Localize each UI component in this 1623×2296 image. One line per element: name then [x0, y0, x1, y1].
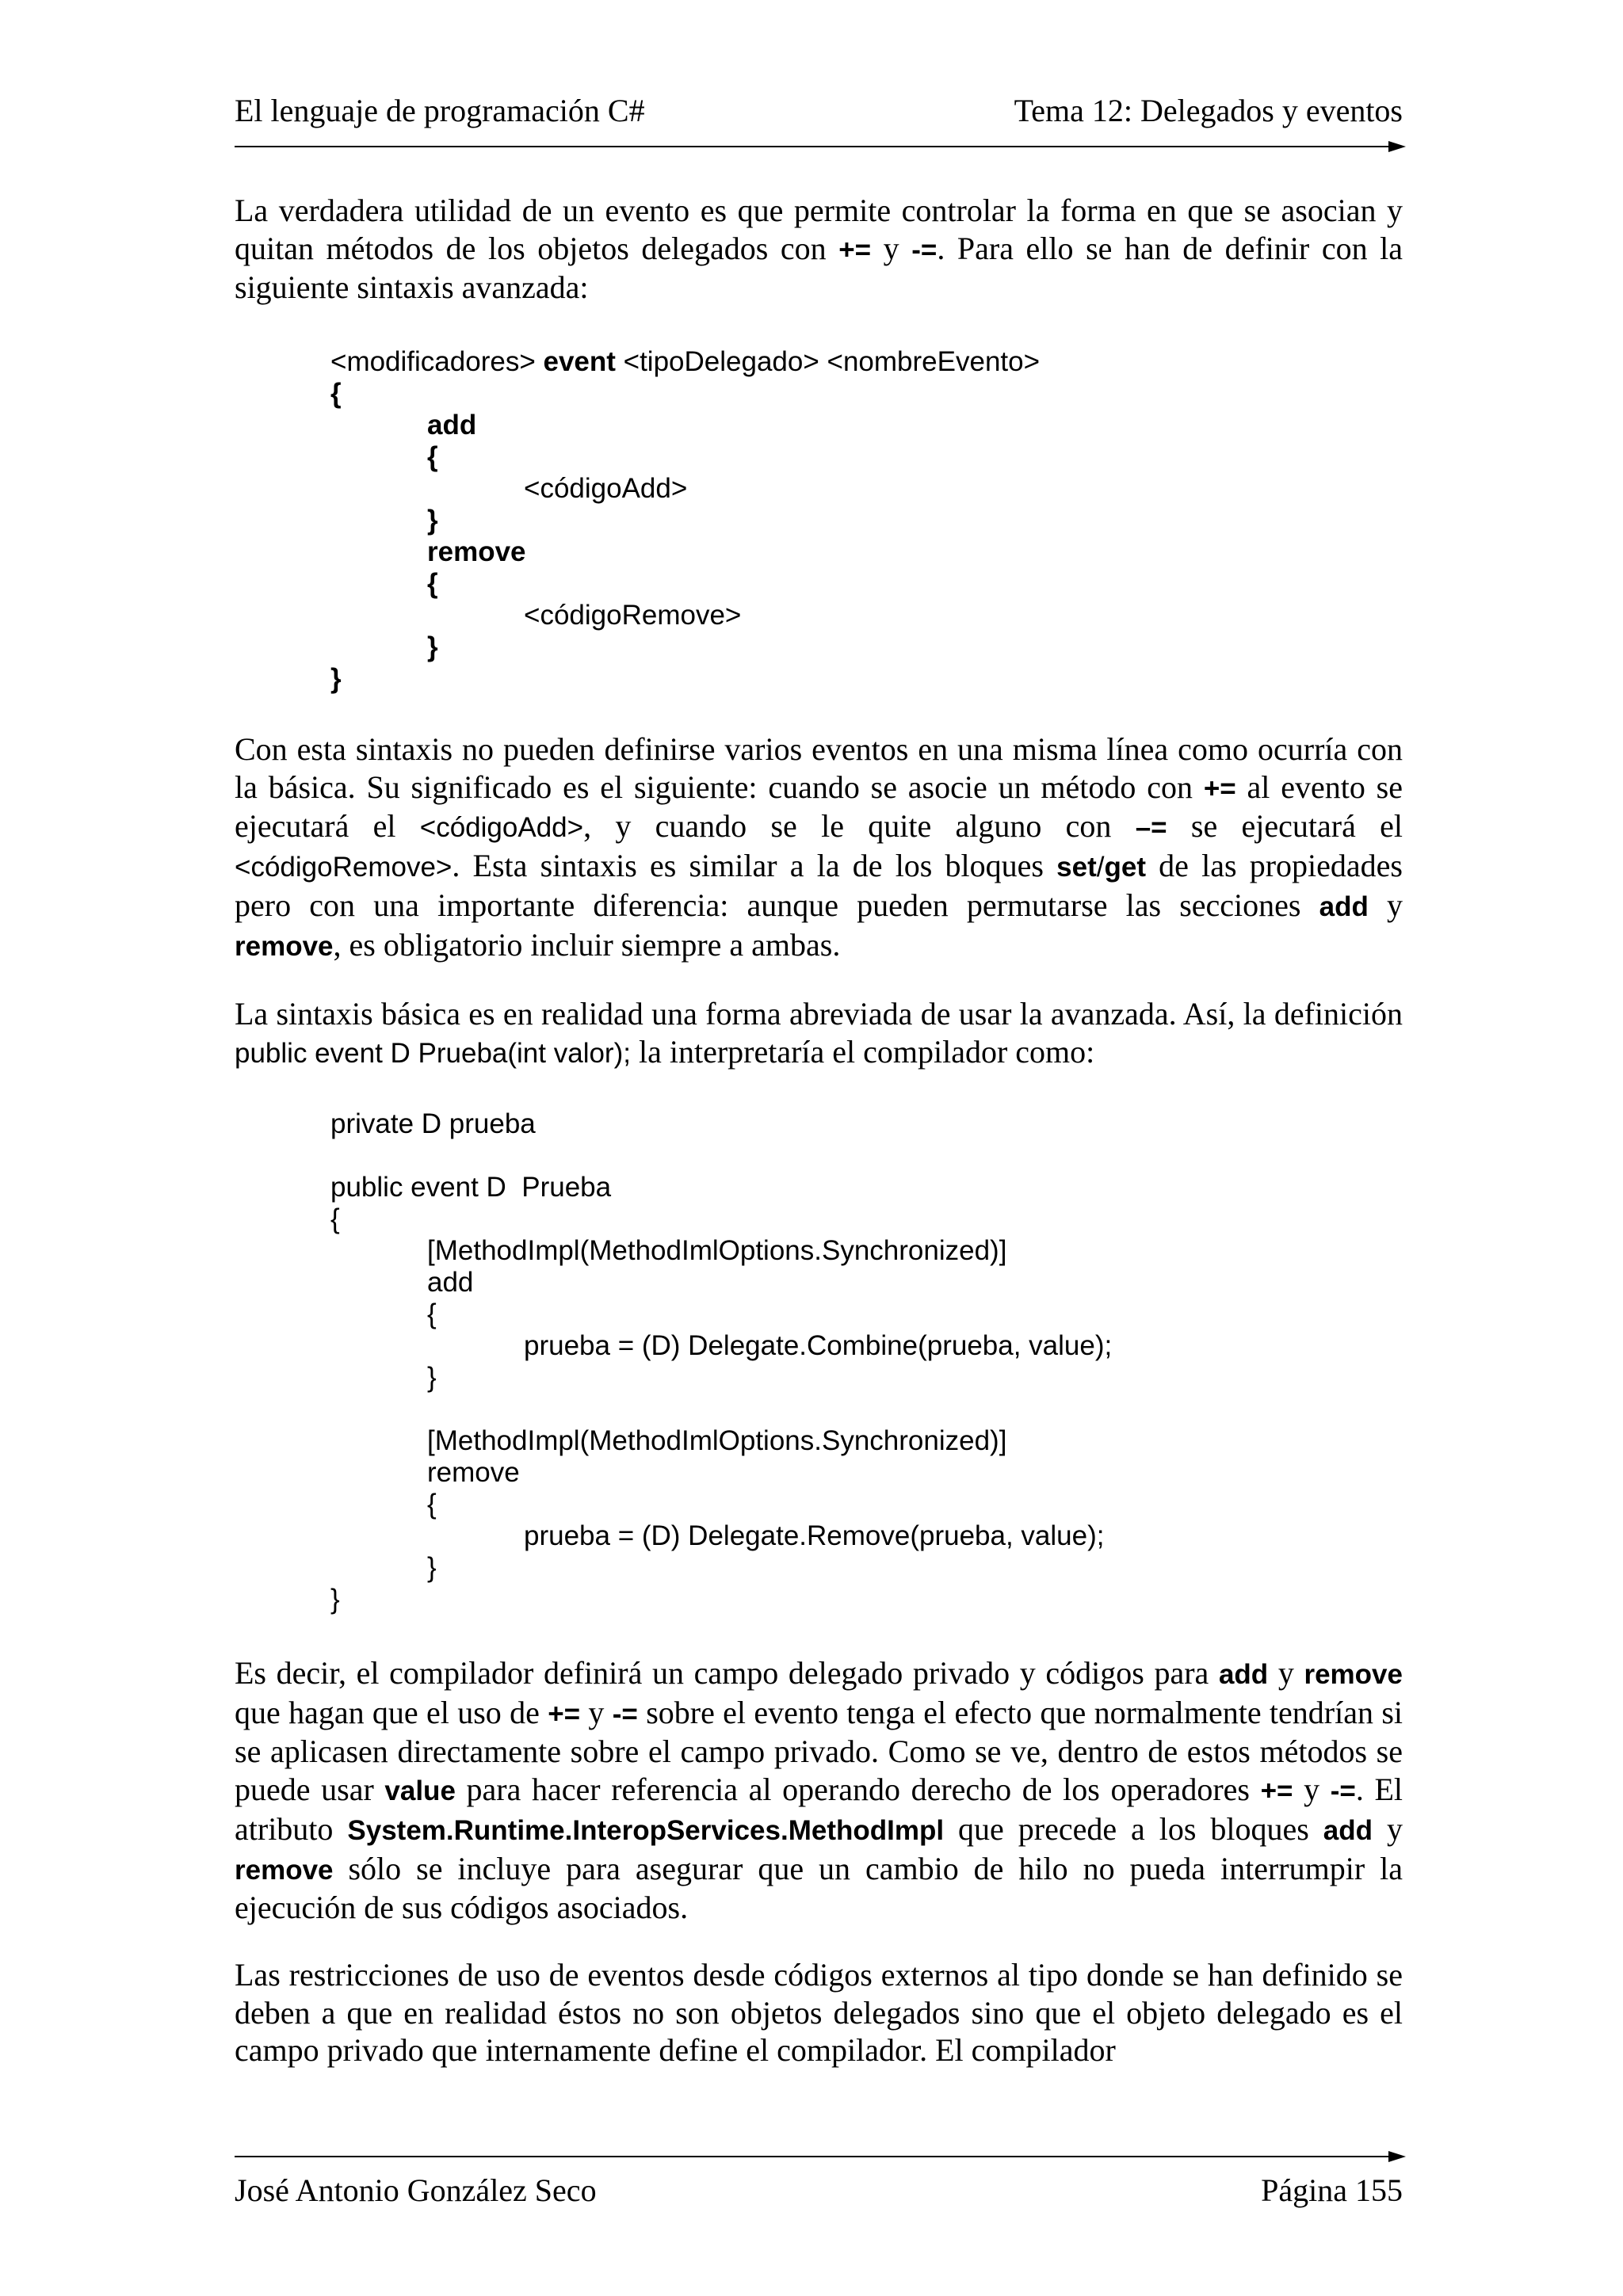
code-line: remove	[427, 1457, 520, 1488]
header-chapter-title: Tema 12: Delegados y eventos	[1014, 93, 1403, 128]
header-rule-arrow	[235, 139, 1406, 154]
paragraph-3: La sintaxis básica es en realidad una forma abreviada de usar la avanzada. Así, la definición public event D Prueba(int valor); la interpretaría el compilador como:	[235, 996, 1403, 1070]
code-line: }	[427, 631, 438, 662]
code-line: {	[330, 1203, 340, 1234]
code-line: {	[427, 1299, 437, 1329]
paragraph-2: Con esta sintaxis no pueden definirse varios eventos en una misma línea como ocurría con la básica. Su significado es el siguiente: cuando se asocie un método con += al evento se ejecutará el <códigoAdd>, y cuando se le quite alguno con –= se ejecutará el <códigoRemove>. Esta sintaxis es similar a la de los bloques set/get de las propiedades pero con una importante diferencia: aunque pueden permutarse las secciones add y remove, es obligatorio incluir siempre a ambas.	[235, 731, 1403, 963]
header-book-title: El lenguaje de programación C#	[235, 93, 645, 128]
page-header	[235, 93, 1403, 128]
code-line: }	[330, 663, 342, 694]
code-line: remove	[427, 536, 526, 567]
paragraph-5: Las restricciones de uso de eventos desde códigos externos al tipo donde se han definido se deben a que en realidad éstos no son objetos delegados sino que el objeto delegado es el campo privado que internamente define el compilador. El compilador	[235, 1957, 1403, 2069]
code-blank-line	[330, 1394, 1361, 1425]
footer-rule-arrow	[235, 2149, 1406, 2164]
code-line: add	[427, 1267, 474, 1298]
code-line: }	[427, 1552, 437, 1583]
code-line: {	[330, 378, 342, 409]
code-line: <códigoRemove>	[524, 600, 742, 631]
code-line: add	[427, 410, 477, 441]
footer-author: José Antonio González Seco	[235, 2172, 597, 2208]
page-footer	[235, 2173, 1403, 2208]
code-line: <modificadores> event <tipoDelegado> <nombreEvento>	[330, 346, 1041, 377]
paragraph-1: La verdadera utilidad de un evento es que permite controlar la forma en que se asocian y quitan métodos de los objetos delegados con += y -=. Para ello se han de definir con la siguiente sintaxis avanzada:	[235, 193, 1403, 306]
code-line: {	[427, 1489, 437, 1520]
code-line: }	[427, 505, 438, 536]
code-line: [MethodImpl(MethodImlOptions.Synchronized)]	[427, 1425, 1007, 1456]
code-line: prueba = (D) Delegate.Remove(prueba, value);	[524, 1520, 1105, 1551]
code-line: <códigoAdd>	[524, 473, 688, 504]
code-line: {	[427, 441, 438, 472]
code-line: prueba = (D) Delegate.Combine(prueba, value);	[524, 1330, 1113, 1361]
code-line: private D prueba	[330, 1108, 536, 1139]
code-line: public event D Prueba	[330, 1172, 612, 1203]
code-line: {	[427, 568, 438, 599]
code-block-expanded-event	[330, 1108, 1361, 1615]
code-line: }	[427, 1362, 437, 1393]
paragraph-4: Es decir, el compilador definirá un campo delegado privado y códigos para add y remove que hagan que el uso de += y -= sobre el evento tenga el efecto que normalmente tendrían si se aplicasen directamente sobre el campo privado. Como se ve, dentro de estos métodos se puede usar value para hacer referencia al operando derecho de los operadores += y -=. El atributo System.Runtime.InteropServices.MethodImpl que precede a los bloques add y remove sólo se incluye para asegurar que un cambio de hilo no pueda interrumpir la ejecución de sus códigos asociados.	[235, 1655, 1403, 1926]
code-line: }	[330, 1584, 340, 1615]
code-block-advanced-syntax	[330, 346, 1361, 695]
code-blank-line	[330, 1140, 1361, 1172]
footer-page-number: Página 155	[1261, 2172, 1403, 2208]
code-line: [MethodImpl(MethodImlOptions.Synchronized)]	[427, 1235, 1007, 1266]
